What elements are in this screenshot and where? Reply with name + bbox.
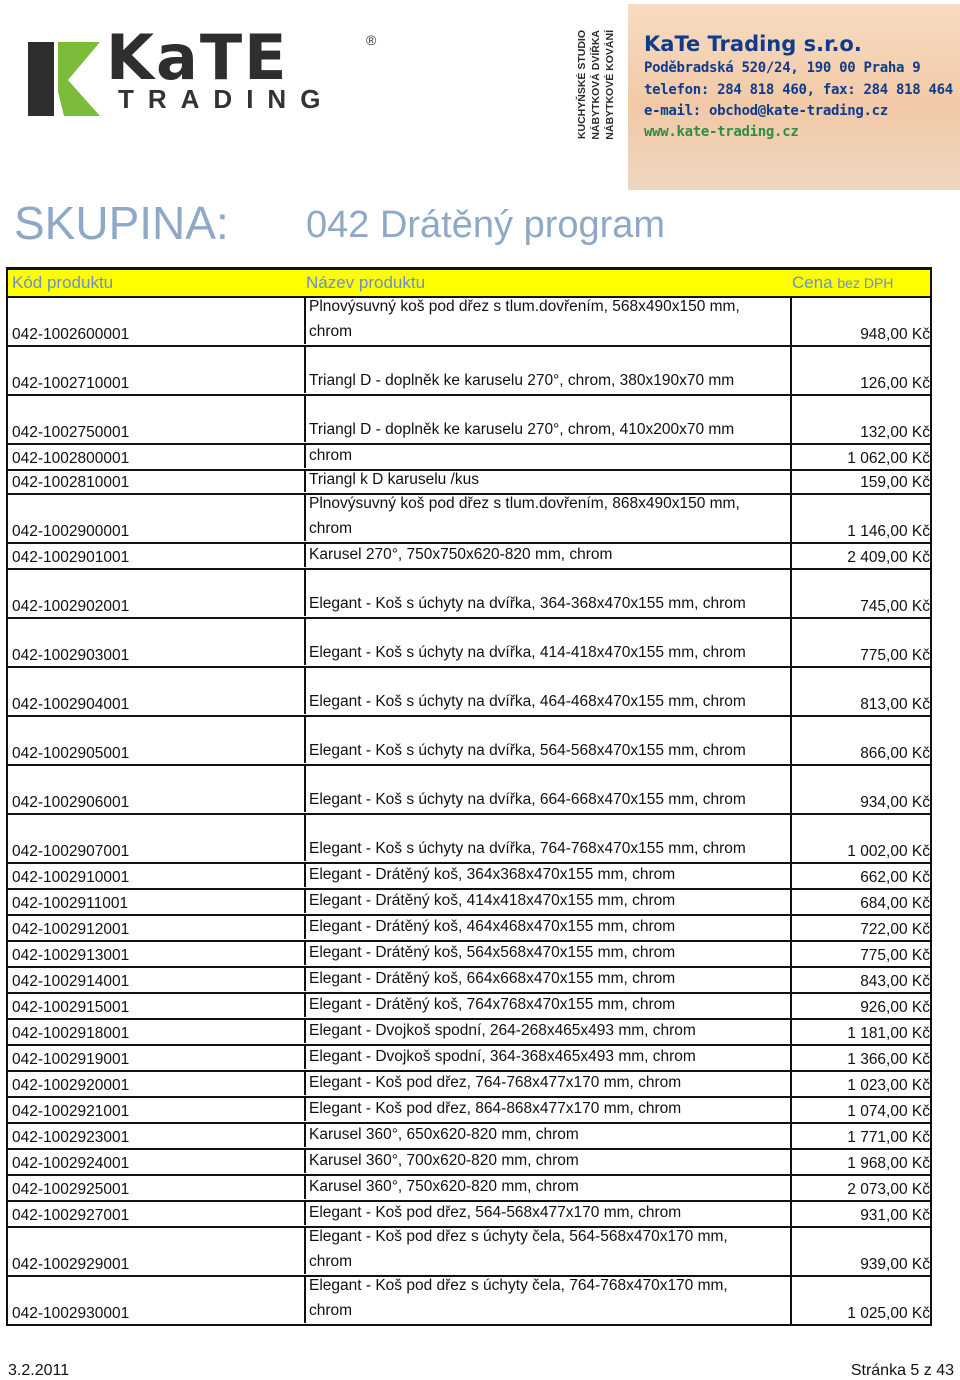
product-price: 722,00 Kč xyxy=(860,921,930,938)
product-price-cell xyxy=(790,916,930,940)
product-price: 1 062,00 Kč xyxy=(847,450,930,467)
product-price: 1 771,00 Kč xyxy=(847,1129,930,1146)
product-price: 159,00 Kč xyxy=(860,474,930,491)
product-name-cell xyxy=(304,444,790,468)
product-price-cell xyxy=(790,445,930,469)
product-price-cell xyxy=(790,994,930,1018)
product-price: 1 025,00 Kč xyxy=(847,1305,930,1322)
product-price: 948,00 Kč xyxy=(860,326,930,343)
column-header-code: Kód produktu xyxy=(12,273,114,292)
product-name-cell xyxy=(304,297,790,344)
product-name-cell xyxy=(304,993,790,1017)
footer-date: 3.2.2011 xyxy=(8,1362,70,1379)
table-row xyxy=(8,968,930,994)
product-name-cell xyxy=(304,494,790,541)
product-name: Elegant - Koš s úchyty na dvířka, 414-418x470x155 mm, chrom xyxy=(309,643,746,661)
product-name: Karusel 270°, 750x750x620-820 mm, chrom xyxy=(309,545,613,563)
product-price: 2 073,00 Kč xyxy=(847,1181,930,1198)
product-code: 042-1002930001 xyxy=(12,1305,130,1322)
table-row xyxy=(8,815,930,864)
product-price-cell xyxy=(790,766,930,813)
product-name-cell xyxy=(304,716,790,763)
product-name: Triangl D - doplněk ke karuselu 270°, chrom, 380x190x70 mm xyxy=(309,371,735,389)
table-row xyxy=(8,916,930,942)
price-table xyxy=(6,267,932,1326)
product-code: 042-1002914001 xyxy=(12,973,130,990)
product-price: 2 409,00 Kč xyxy=(847,549,930,566)
table-row xyxy=(8,717,930,766)
table-row xyxy=(8,1150,930,1176)
product-name-cell xyxy=(304,1123,790,1147)
product-price: 1 146,00 Kč xyxy=(847,523,930,540)
product-code: 042-1002911001 xyxy=(12,895,129,912)
product-name-cell xyxy=(304,1149,790,1173)
company-address: Poděbradská 520/24, 190 00 Praha 9 xyxy=(644,60,921,76)
product-price-cell xyxy=(790,298,930,345)
product-code: 042-1002912001 xyxy=(12,921,130,938)
product-name-cell xyxy=(304,1175,790,1199)
product-code: 042-1002910001 xyxy=(12,869,130,886)
product-name: Elegant - Drátěný koš, 464x468x470x155 mm, chrom xyxy=(309,917,676,935)
company-name: KaTe Trading s.r.o. xyxy=(644,32,862,56)
product-price: 745,00 Kč xyxy=(860,598,930,615)
product-code: 042-1002923001 xyxy=(12,1129,130,1146)
product-price-cell xyxy=(790,1072,930,1096)
product-name-cell xyxy=(304,1201,790,1225)
table-row xyxy=(8,1046,930,1072)
table-row xyxy=(8,445,930,471)
product-name: Triangl D - doplněk ke karuselu 270°, chrom, 410x200x70 mm xyxy=(309,420,735,438)
product-code: 042-1002915001 xyxy=(12,999,130,1016)
product-price-cell xyxy=(790,968,930,992)
product-price-cell xyxy=(790,890,930,914)
product-code: 042-1002925001 xyxy=(12,1181,130,1198)
footer-page-number: Stránka 5 z 43 xyxy=(850,1362,954,1379)
product-price-cell xyxy=(790,815,930,862)
table-row xyxy=(8,471,930,495)
product-name-cell xyxy=(304,395,790,442)
logo-subtext: TRADING xyxy=(118,84,335,114)
product-price: 132,00 Kč xyxy=(860,424,930,441)
product-price-cell xyxy=(790,1176,930,1200)
product-name-cell xyxy=(304,889,790,913)
company-email[interactable]: e-mail: obchod@kate-trading.cz xyxy=(644,103,888,119)
product-price-cell xyxy=(790,668,930,715)
product-name: Elegant - Drátěný koš, 564x568x470x155 mm, chrom xyxy=(309,943,676,961)
price-note: bez DPH xyxy=(837,275,894,291)
table-row xyxy=(8,298,930,347)
product-name-cell xyxy=(304,1276,790,1323)
product-name: Elegant - Koš pod dřez, 764-768x477x170 mm, chrom xyxy=(309,1073,682,1091)
product-name: Elegant - Koš pod dřez s úchyty čela, 764-768x470x170 mm, chrom xyxy=(309,1277,728,1319)
services-vertical-text xyxy=(576,30,620,142)
product-name: Elegant - Koš pod dřez s úchyty čela, 564-568x470x170 mm, chrom xyxy=(309,1228,728,1270)
product-name: Elegant - Dvojkoš spodní, 364-368x465x493 mm, chrom xyxy=(309,1047,696,1065)
table-row xyxy=(8,1124,930,1150)
table-row xyxy=(8,570,930,619)
table-row xyxy=(8,1277,930,1326)
product-price-cell xyxy=(790,1277,930,1324)
product-name: Elegant - Koš s úchyty na dvířka, 364-368x470x155 mm, chrom xyxy=(309,594,746,612)
services-line-2: NÁBYTKOVÁ DVÍŘKA xyxy=(590,30,602,140)
product-name-cell xyxy=(304,543,790,567)
product-name: Plnovýsuvný koš pod dřez s tlum.dovřením, 868x490x150 mm, chrom xyxy=(309,495,740,537)
product-code: 042-1002900001 xyxy=(12,523,130,540)
product-code: 042-1002924001 xyxy=(12,1155,130,1172)
product-price: 866,00 Kč xyxy=(860,745,930,762)
product-name: Elegant - Koš s úchyty na dvířka, 564-568x470x155 mm, chrom xyxy=(309,741,746,759)
product-price: 939,00 Kč xyxy=(860,1256,930,1273)
product-name: Karusel 360°, 700x620-820 mm, chrom xyxy=(309,1151,579,1169)
product-price: 1 968,00 Kč xyxy=(847,1155,930,1172)
price-label: Cena xyxy=(792,273,833,292)
product-price: 934,00 Kč xyxy=(860,794,930,811)
product-price-cell xyxy=(790,942,930,966)
product-code: 042-1002913001 xyxy=(12,947,130,964)
product-price-cell xyxy=(790,1202,930,1226)
company-website[interactable]: www.kate-trading.cz xyxy=(644,124,799,140)
product-price-cell xyxy=(790,1124,930,1148)
product-name-cell xyxy=(304,1071,790,1095)
product-price-cell xyxy=(790,471,930,493)
product-price-cell xyxy=(790,1046,930,1070)
product-price-cell xyxy=(790,1020,930,1044)
product-name-cell xyxy=(304,346,790,393)
product-price-cell xyxy=(790,1098,930,1122)
product-name-cell xyxy=(304,618,790,665)
table-row xyxy=(8,994,930,1020)
product-price: 843,00 Kč xyxy=(860,973,930,990)
product-price: 931,00 Kč xyxy=(860,1207,930,1224)
product-code: 042-1002710001 xyxy=(12,375,130,392)
product-name: Elegant - Drátěný koš, 664x668x470x155 mm, chrom xyxy=(309,969,676,987)
column-header-name: Název produktu xyxy=(306,273,426,292)
logo-swoosh-icon xyxy=(24,32,104,122)
table-row xyxy=(8,766,930,815)
product-name: Karusel 360°, 650x620-820 mm, chrom xyxy=(309,1125,579,1143)
company-contact-box xyxy=(628,4,960,190)
product-price-cell xyxy=(790,1150,930,1174)
product-name-cell xyxy=(304,1227,790,1274)
product-name: Karusel 360°, 750x620-820 mm, chrom xyxy=(309,1177,579,1195)
product-price: 126,00 Kč xyxy=(860,375,930,392)
product-code: 042-1002901001 xyxy=(12,549,130,566)
product-name: Elegant - Drátěný koš, 764x768x470x155 mm, chrom xyxy=(309,995,676,1013)
product-name: Elegant - Drátěný koš, 364x368x470x155 mm, chrom xyxy=(309,865,676,883)
product-code: 042-1002600001 xyxy=(12,326,130,343)
product-name: Triangl k D karuselu /kus xyxy=(309,470,479,488)
product-name-cell xyxy=(304,915,790,939)
services-line-3: NÁBYTKOVÉ KOVÁNÍ xyxy=(604,30,616,140)
product-name-cell xyxy=(304,1045,790,1069)
product-name: chrom xyxy=(309,446,353,464)
table-row xyxy=(8,890,930,916)
product-code: 042-1002927001 xyxy=(12,1207,130,1224)
product-code: 042-1002750001 xyxy=(12,424,130,441)
product-price: 1 023,00 Kč xyxy=(847,1077,930,1094)
product-code: 042-1002800001 xyxy=(12,450,130,467)
table-row xyxy=(8,544,930,570)
table-row xyxy=(8,668,930,717)
product-name-cell xyxy=(304,765,790,812)
table-row xyxy=(8,495,930,544)
registered-mark: ® xyxy=(366,32,377,48)
product-name-cell xyxy=(304,941,790,965)
table-header xyxy=(8,267,930,298)
kate-trading-logo xyxy=(14,21,384,116)
product-price: 662,00 Kč xyxy=(860,869,930,886)
product-code: 042-1002905001 xyxy=(12,745,130,762)
group-label: SKUPINA: xyxy=(14,197,229,249)
product-price: 1 366,00 Kč xyxy=(847,1051,930,1068)
product-code: 042-1002919001 xyxy=(12,1051,130,1068)
product-price-cell xyxy=(790,717,930,764)
product-name-cell xyxy=(304,967,790,991)
product-price-cell xyxy=(790,570,930,617)
product-name: Elegant - Koš s úchyty na dvířka, 664-668x470x155 mm, chrom xyxy=(309,790,746,808)
product-price: 1 074,00 Kč xyxy=(847,1103,930,1120)
product-price-cell xyxy=(790,1228,930,1275)
table-row xyxy=(8,1202,930,1228)
product-code: 042-1002921001 xyxy=(12,1103,130,1120)
product-name: Elegant - Koš pod dřez, 864-868x477x170 mm, chrom xyxy=(309,1099,682,1117)
product-code: 042-1002920001 xyxy=(12,1077,130,1094)
product-name-cell xyxy=(304,569,790,616)
product-price: 1 181,00 Kč xyxy=(847,1025,930,1042)
product-price: 813,00 Kč xyxy=(860,696,930,713)
product-name-cell xyxy=(304,470,790,492)
product-code: 042-1002907001 xyxy=(12,843,130,860)
product-price-cell xyxy=(790,544,930,568)
product-code: 042-1002902001 xyxy=(12,598,130,615)
product-code: 042-1002810001 xyxy=(12,474,130,491)
product-price: 926,00 Kč xyxy=(860,999,930,1016)
table-row xyxy=(8,864,930,890)
product-price-cell xyxy=(790,619,930,666)
company-phone: telefon: 284 818 460, fax: 284 818 464 xyxy=(644,82,953,98)
table-row xyxy=(8,942,930,968)
table-row xyxy=(8,1098,930,1124)
product-name-cell xyxy=(304,1097,790,1121)
product-code: 042-1002903001 xyxy=(12,647,130,664)
product-name: Elegant - Dvojkoš spodní, 264-268x465x493 mm, chrom xyxy=(309,1021,696,1039)
product-code: 042-1002918001 xyxy=(12,1025,130,1042)
product-price-cell xyxy=(790,864,930,888)
product-name-cell xyxy=(304,814,790,861)
product-price: 775,00 Kč xyxy=(860,947,930,964)
product-price-cell xyxy=(790,495,930,542)
product-price-cell xyxy=(790,347,930,394)
table-row xyxy=(8,1176,930,1202)
product-name-cell xyxy=(304,863,790,887)
product-name: Elegant - Koš pod dřez, 564-568x477x170 mm, chrom xyxy=(309,1203,682,1221)
product-price-cell xyxy=(790,396,930,443)
product-name: Elegant - Koš s úchyty na dvířka, 764-768x470x155 mm, chrom xyxy=(309,839,746,857)
product-code: 042-1002904001 xyxy=(12,696,130,713)
services-line-1: KUCHYŇSKÉ STUDIO xyxy=(576,30,588,140)
product-name-cell xyxy=(304,667,790,714)
table-row xyxy=(8,347,930,396)
product-code: 042-1002906001 xyxy=(12,794,130,811)
product-name: Elegant - Drátěný koš, 414x418x470x155 mm, chrom xyxy=(309,891,676,909)
column-header-price xyxy=(792,273,893,293)
product-code: 042-1002929001 xyxy=(12,1256,130,1273)
table-row xyxy=(8,1072,930,1098)
product-price: 775,00 Kč xyxy=(860,647,930,664)
table-row xyxy=(8,619,930,668)
product-name: Plnovýsuvný koš pod dřez s tlum.dovřením, 568x490x150 mm, chrom xyxy=(309,298,740,340)
product-price: 1 002,00 Kč xyxy=(847,843,930,860)
table-row xyxy=(8,396,930,445)
table-row xyxy=(8,1020,930,1046)
table-row xyxy=(8,1228,930,1277)
product-name-cell xyxy=(304,1019,790,1043)
product-name: Elegant - Koš s úchyty na dvířka, 464-468x470x155 mm, chrom xyxy=(309,692,746,710)
logo-text: KaTE xyxy=(106,21,289,94)
group-title: 042 Drátěný program xyxy=(306,204,666,246)
product-price: 684,00 Kč xyxy=(860,895,930,912)
